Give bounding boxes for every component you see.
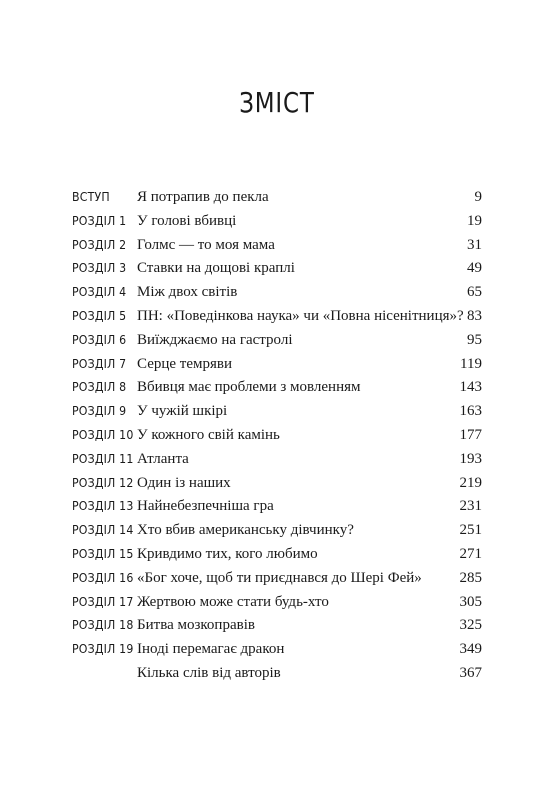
toc-entry: [0, 209, 554, 233]
toc-entry-label: РОЗДІЛ 7: [72, 355, 127, 371]
toc-entry-page-number: 119: [460, 355, 482, 372]
toc-entry-label: РОЗДІЛ 14: [72, 522, 134, 538]
toc-entry-title: Найнебезпечніша гра: [137, 498, 274, 515]
toc-entry: [0, 494, 554, 518]
toc-entry-page-number: 231: [459, 498, 482, 515]
toc-entry-title: Виїжджаємо на гастролі: [137, 331, 293, 348]
toc-entry-label: РОЗДІЛ 13: [72, 498, 134, 514]
toc-entry: [0, 471, 554, 495]
toc-entry-page-number: 349: [459, 641, 482, 658]
toc-entry: [0, 661, 554, 685]
toc-entry: [0, 304, 554, 328]
toc-entry: [0, 328, 554, 352]
toc-entry-label: РОЗДІЛ 1: [72, 212, 127, 228]
toc-entry-title: Голмс — то моя мама: [137, 236, 275, 253]
toc-entry-page-number: 367: [459, 665, 482, 681]
toc-entry-title: У чужій шкірі: [137, 403, 228, 420]
toc-entry: [0, 352, 554, 376]
toc-entry-label: РОЗДІЛ 15: [72, 546, 134, 561]
toc-entry-title: Кривдимо тих, кого любимо: [137, 546, 318, 562]
toc-entry-title: ПН: «Поведінкова наука» чи «Повна нісенітниця»?: [137, 308, 464, 324]
toc-entry-label: РОЗДІЛ 9: [72, 403, 127, 419]
toc-entry: [0, 447, 554, 471]
toc-entry-title: Жертвою може стати будь-хто: [137, 593, 329, 610]
toc-entry-title: Я потрапив до пекла: [137, 189, 269, 205]
toc-entry-title: У голові вбивці: [137, 212, 237, 229]
toc-entry-page-number: 285: [459, 569, 482, 586]
toc-entry-page-number: 31: [467, 236, 482, 253]
toc-entry-label: РОЗДІЛ 16: [72, 569, 134, 585]
toc-entry-label: РОЗДІЛ 6: [72, 331, 127, 347]
toc-entry-page-number: 65: [467, 284, 482, 301]
toc-entry-title: Хто вбив американську дівчинку?: [137, 522, 354, 539]
toc-entry-label: РОЗДІЛ 18: [72, 617, 134, 633]
toc-entry-page-number: 193: [459, 450, 482, 467]
toc-entry-page-number: 163: [459, 403, 482, 420]
toc-entry-title: Один із наших: [137, 474, 231, 491]
toc-entry-page-number: 251: [459, 522, 482, 539]
page-title: ЗМІСТ: [239, 86, 315, 119]
toc-entry: [0, 423, 554, 447]
toc-entry-title: Кілька слів від авторів: [137, 665, 281, 681]
toc-entry-page-number: 143: [459, 379, 482, 396]
toc-entry-title: Вбивця має проблеми з мовленням: [137, 379, 361, 396]
toc-entry-page-number: 19: [467, 212, 482, 229]
toc-entry: [0, 566, 554, 590]
toc-entry-label: РОЗДІЛ 8: [72, 379, 127, 395]
toc-entry-title: Ставки на дощові краплі: [137, 260, 295, 277]
toc-entry-title: Між двох світів: [137, 284, 238, 301]
toc-entry-title: Іноді перемагає дракон: [137, 641, 285, 658]
toc-entry: [0, 375, 554, 399]
toc-entry: [0, 542, 554, 566]
toc-entry-title: У кожного свій камінь: [137, 427, 280, 443]
toc-entry-label: РОЗДІЛ 19: [72, 641, 134, 657]
toc-entry-label: РОЗДІЛ 2: [72, 236, 127, 252]
toc-entry: [0, 185, 554, 209]
toc-entry: [0, 613, 554, 637]
toc-entry-page-number: 9: [474, 189, 482, 205]
toc-entry-title: Атланта: [137, 450, 189, 467]
toc-entry-page-number: 83: [467, 308, 482, 324]
toc-entry-label: РОЗДІЛ 12: [72, 474, 134, 490]
toc-entry-page-number: 49: [467, 260, 482, 277]
toc-entry: [0, 518, 554, 542]
toc-entry-label: РОЗДІЛ 5: [72, 308, 127, 323]
toc-entry: [0, 590, 554, 614]
toc-entry-label: РОЗДІЛ 10: [72, 427, 134, 442]
toc-entry-label: РОЗДІЛ 11: [72, 450, 134, 466]
toc-entry-page-number: 95: [467, 331, 482, 348]
toc-entry-page-number: 305: [459, 593, 482, 610]
toc-entry-title: Битва мозкоправів: [137, 617, 255, 634]
toc-entry-title: Серце темряви: [137, 355, 232, 372]
toc-entry: [0, 256, 554, 280]
toc-entry-label: РОЗДІЛ 17: [72, 593, 134, 609]
toc-entry: [0, 637, 554, 661]
toc-entry-title: «Бог хоче, щоб ти приєднався до Шері Фей»: [137, 569, 422, 586]
toc-entry-page-number: 325: [459, 617, 482, 634]
toc-entry-page-number: 271: [459, 546, 482, 562]
toc-entry-label: ВСТУП: [72, 189, 110, 204]
toc-entry: [0, 399, 554, 423]
toc-entry-label: РОЗДІЛ 3: [72, 260, 127, 276]
toc-entry-page-number: 219: [459, 474, 482, 491]
toc-entry: [0, 280, 554, 304]
toc-entry-page-number: 177: [459, 427, 482, 443]
toc-entry-label: РОЗДІЛ 4: [72, 284, 127, 300]
toc-entry: [0, 233, 554, 257]
